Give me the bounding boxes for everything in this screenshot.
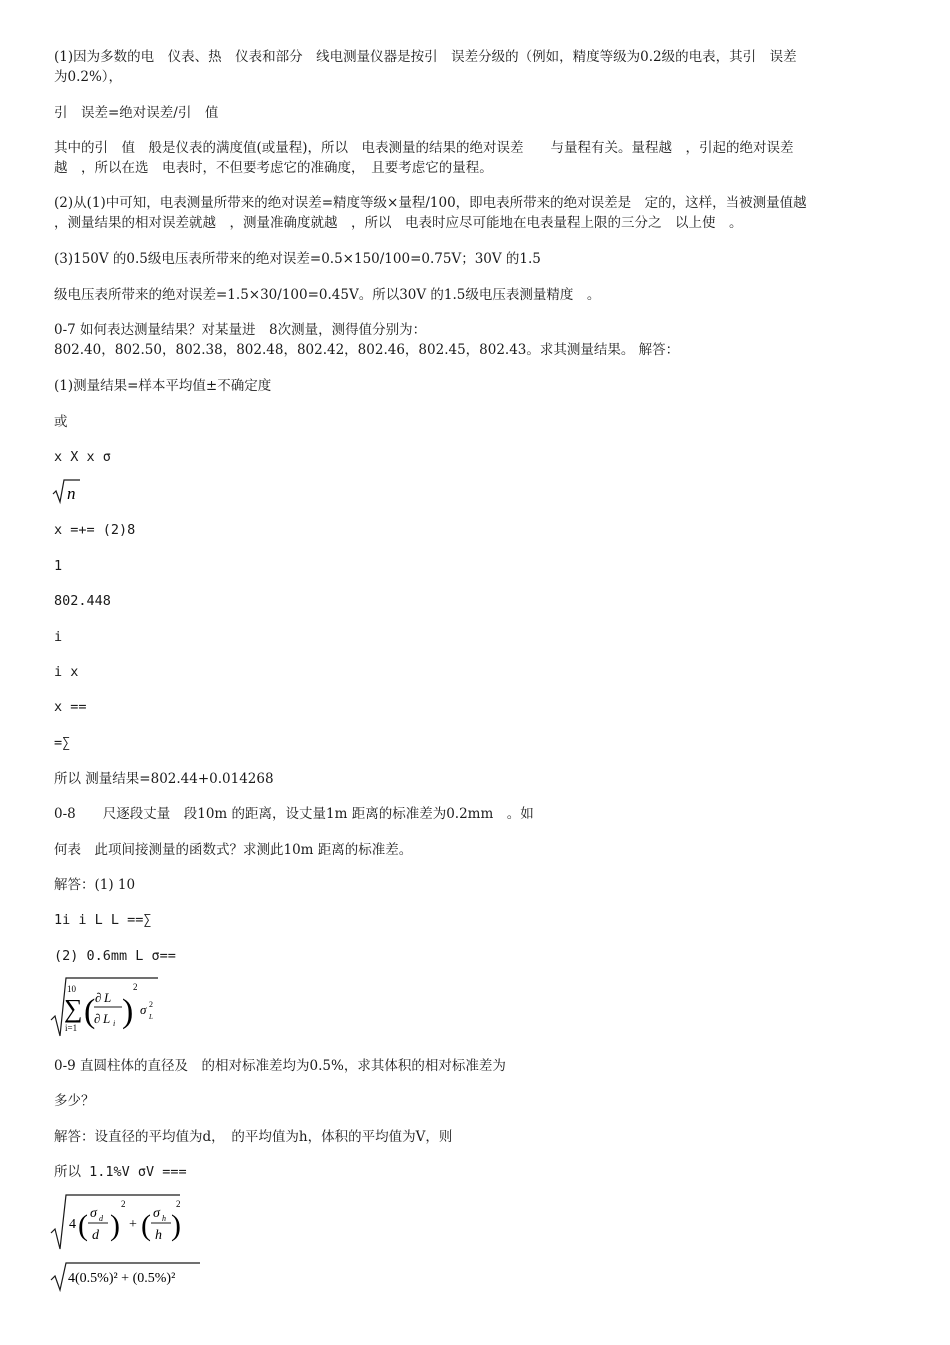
svg-text:+: + <box>129 1217 137 1232</box>
question-0-9-line-2: 多少？ <box>54 1093 95 1109</box>
svg-text:i: i <box>113 1019 116 1028</box>
formula-sqrt-n <box>52 478 82 506</box>
answer-0-7-result: 所以 测量结果=802.44+0.014268 <box>54 771 274 787</box>
svg-text:∑: ∑ <box>64 994 83 1023</box>
paragraph-2: 引 误差=绝对误差/引 值 <box>54 105 219 121</box>
answer-0-7-or: 或 <box>54 414 68 430</box>
paragraph-6: 级电压表所带来的绝对误差=1.5×30/100=0.45V。所以30V 的1.5级电压表测量精度 。 <box>54 287 601 303</box>
svg-text:2: 2 <box>121 1199 126 1209</box>
formula-text-5: i <box>54 629 63 645</box>
formula-text-8: =∑ <box>54 735 71 751</box>
formula-text-1: x X x σ <box>54 449 111 465</box>
svg-text:σ: σ <box>90 1206 97 1221</box>
svg-text:d: d <box>99 1214 103 1223</box>
svg-text:2: 2 <box>133 982 138 992</box>
answer-0-8-part-1: 解答：(1) 10 <box>54 877 136 893</box>
svg-text:∂: ∂ <box>95 990 102 1005</box>
svg-text:): ) <box>110 1209 120 1242</box>
answer-0-9-part-1: 解答：设直径的平均值为d， 的平均值为h，体积的平均值为V，则 <box>54 1129 453 1145</box>
svg-text:10: 10 <box>67 984 76 994</box>
svg-text:h: h <box>155 1228 162 1243</box>
formula-text-3: 1 <box>54 558 63 574</box>
formula-text-4: 802.448 <box>54 593 111 609</box>
svg-text:(: ( <box>141 1209 151 1242</box>
formula-text-6: i x <box>54 664 79 680</box>
paragraph-1-line-2: 为0.2%）， <box>54 69 123 85</box>
svg-text:L: L <box>104 990 112 1005</box>
question-0-7-line-2: 802.40，802.50，802.38，802.48，802.42，802.46，802.45，802.43。求其测量结果。 解答： <box>54 342 680 358</box>
svg-text:4(0.5%)² + (0.5%)²: 4(0.5%)² + (0.5%)² <box>68 1271 176 1286</box>
paragraph-4-line-2: ，测量结果的相对误差就越 ，测量准确度就越 ，所以 电表时应尽可能地在电表量程上限的三分之 以上使 。 <box>54 215 743 231</box>
svg-text:σ: σ <box>140 1002 147 1017</box>
svg-text:2: 2 <box>176 1199 181 1209</box>
formula-text-2: x =+= (2)8 <box>54 522 136 538</box>
svg-text:(: ( <box>84 993 96 1030</box>
question-0-9-line-1: 0-9 直圆柱体的直径及 的相对标准差均为0.5%，求其体积的相对标准差为 <box>54 1058 506 1074</box>
paragraph-5: (3)150V 的0.5级电压表所带来的绝对误差=0.5×150/100=0.75V；30V 的1.5 <box>54 251 541 267</box>
svg-text:σ: σ <box>153 1206 160 1221</box>
paragraph-4-line-1: (2)从(1)中可知，电表测量所带来的绝对误差=精度等级×量程/100，即电表所带来的绝对误差是 定的，这样，当被测量值越 <box>54 195 807 211</box>
svg-text:d: d <box>92 1228 99 1243</box>
formula-sqrt-numeric <box>50 1260 204 1292</box>
question-0-8-line-2: 何表 此项间接测量的函数式？求测此10m 距离的标准差。 <box>54 842 413 858</box>
formula-text-9: 1i i L L ==∑ <box>54 912 152 928</box>
svg-text:): ) <box>171 1209 181 1242</box>
svg-text:h: h <box>162 1214 166 1223</box>
svg-text:i=1: i=1 <box>65 1023 78 1033</box>
formula-sqrt-relative <box>50 1193 184 1253</box>
answer-0-8-part-2: (2) 0.6mm L σ== <box>54 948 176 964</box>
svg-text:(: ( <box>78 1209 88 1242</box>
svg-text:2: 2 <box>149 1000 153 1009</box>
paragraph-3-line-1: 其中的引 值 般是仪表的满度值(或量程)，所以 电表测量的结果的绝对误差 与量程有关。量程越 ，引起的绝对误差 <box>54 140 794 156</box>
formula-sqrt-n-var: n <box>67 484 76 503</box>
formula-text-7: x == <box>54 699 87 715</box>
svg-text:L: L <box>103 1011 111 1026</box>
svg-text:L: L <box>149 1013 153 1021</box>
question-0-7-line-1: 0-7 如何表达测量结果？对某量进 8次测量，测得值分别为： <box>54 322 427 338</box>
paragraph-1-line-1: (1)因为多数的电 仪表、热 仪表和部分 线电测量仪器是按引 误差分级的（例如，精度等级为0.2级的电表，其引 误差 <box>54 49 797 65</box>
svg-text:∂: ∂ <box>94 1011 101 1026</box>
formula-sqrt-sum <box>50 974 162 1038</box>
answer-0-7-part-1: (1)测量结果=样本平均值±不确定度 <box>54 378 272 394</box>
svg-text:): ) <box>122 993 134 1030</box>
svg-text:4: 4 <box>69 1217 76 1232</box>
answer-0-9-result: 所以 1.1%V σV === <box>54 1164 187 1180</box>
paragraph-3-line-2: 越 ，所以在选 电表时，不但要考虑它的准确度， 且要考虑它的量程。 <box>54 160 493 176</box>
question-0-8-line-1: 0-8 尺逐段丈量 段10m 的距离，设丈量1m 距离的标准差为0.2mm 。如 <box>54 806 534 822</box>
